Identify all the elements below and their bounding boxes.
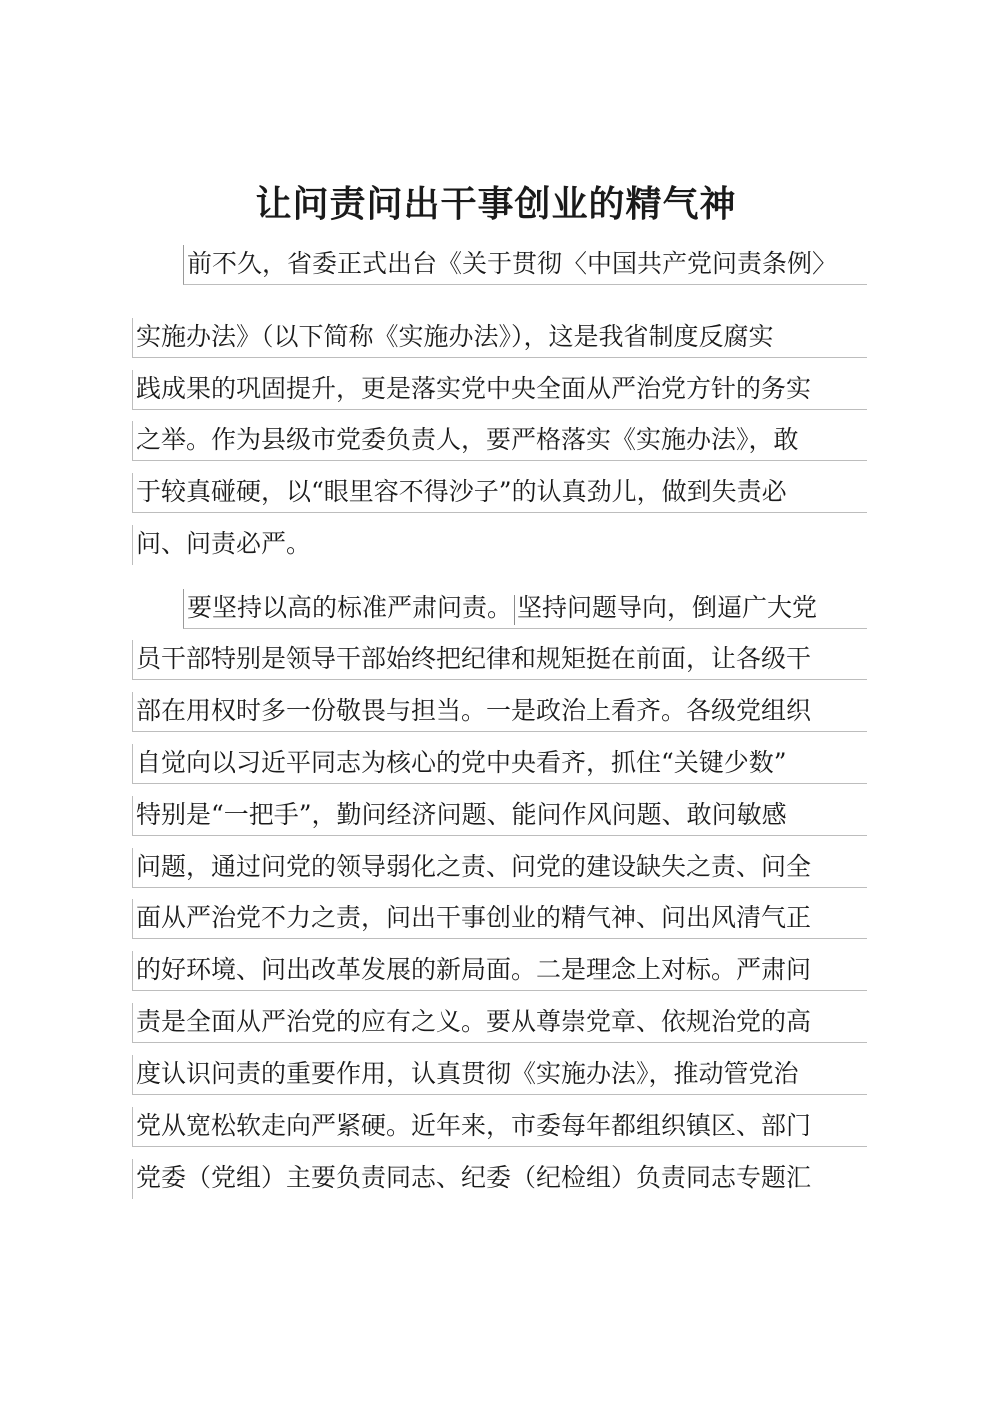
text-line: 问题，通过问党的领导弱化之责、问党的建设缺失之责、问全 (132, 848, 867, 888)
text-line: 党委（党组）主要负责同志、纪委（纪检组）负责同志专题汇 (132, 1159, 867, 1199)
text-line: 部在用权时多一份敬畏与担当。一是政治上看齐。各级党组织 (132, 692, 867, 732)
text-line: 度认识问责的重要作用，认真贯彻《实施办法》，推动管党治 (132, 1055, 867, 1095)
text-line: 前不久，省委正式出台《关于贯彻〈中国共产党问责条例〉 (183, 245, 867, 285)
text-line: 实施办法》（以下简称《实施办法》），这是我省制度反腐实 (132, 318, 867, 358)
text-line: 问、问责必严。 (132, 525, 867, 565)
text-line: 责是全面从严治党的应有之义。要从尊崇党章、依规治党的高 (132, 1003, 867, 1043)
text-line: 特别是“一把手”，勤问经济问题、能问作风问题、敢问敏感 (132, 796, 867, 836)
text-line: 党从宽松软走向严紧硬。近年来，市委每年都组织镇区、部门 (132, 1107, 867, 1147)
section-lead-rest: 坚持问题导向，倒逼广大党 (517, 593, 818, 622)
text-line: 之举。作为县级市党委负责人，要严格落实《实施办法》，敢 (132, 421, 867, 461)
text-line: 于较真碰硬，以“眼里容不得沙子”的认真劲儿，做到失责必 (132, 473, 867, 513)
text-line (183, 589, 867, 629)
text-divider (514, 595, 515, 625)
text-line: 的好环境、问出改革发展的新局面。二是理念上对标。严肃问 (132, 951, 867, 991)
text-line: 践成果的巩固提升，更是落实党中央全面从严治党方针的务实 (132, 370, 867, 410)
text-line: 面从严治党不力之责，问出干事创业的精气神、问出风清气正 (132, 899, 867, 939)
section-lead: 要坚持以高的标准严肃问责。 (187, 593, 513, 622)
text-line: 员干部特别是领导干部始终把纪律和规矩挺在前面，让各级干 (132, 640, 867, 680)
document-title: 让问责问出干事创业的精气神 (255, 184, 737, 225)
text-line: 自觉向以习近平同志为核心的党中央看齐，抓住“关键少数” (132, 744, 867, 784)
